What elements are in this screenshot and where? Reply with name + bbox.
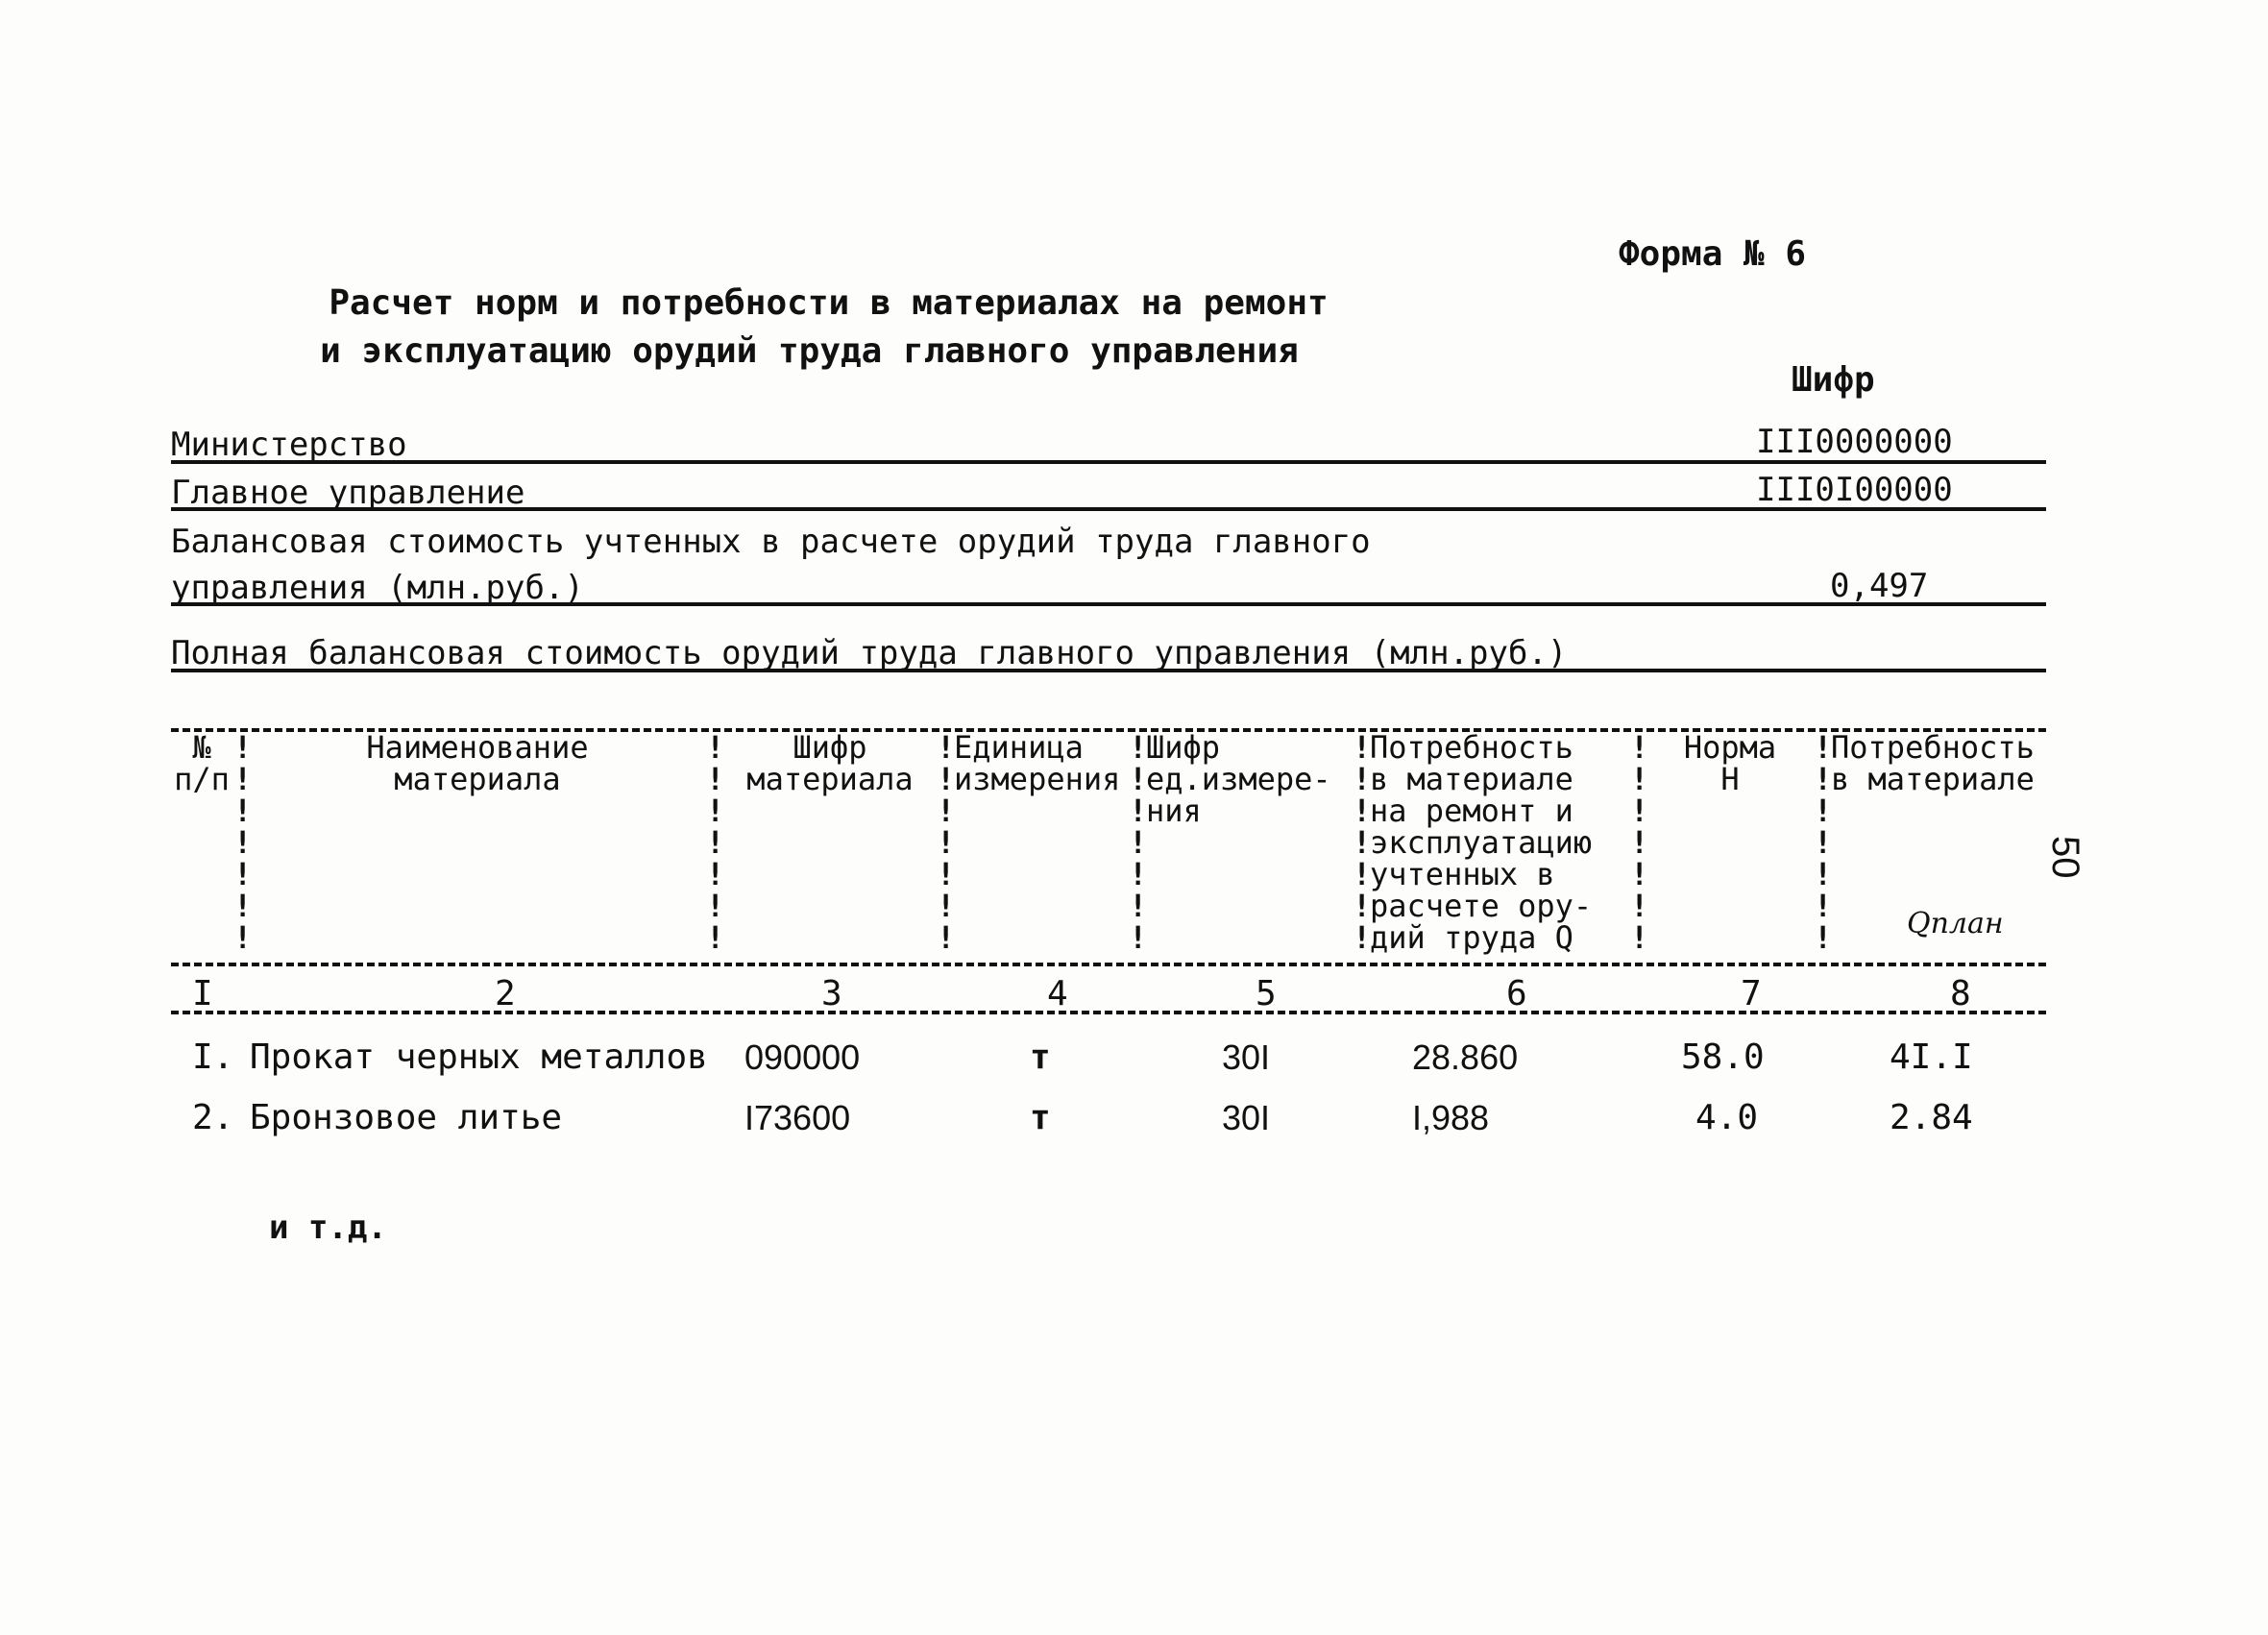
col-num-7: 7 — [1741, 974, 1762, 1013]
col-sep-2: ! ! ! ! ! ! ! — [706, 729, 725, 956]
balance-line-2: управления (млн.руб.) — [171, 569, 584, 607]
col-sep-6: ! ! ! ! ! ! ! — [1630, 729, 1649, 956]
material-name: Прокат черных металлов — [250, 1037, 708, 1077]
col-sep-4: ! ! ! ! ! ! ! — [1129, 729, 1148, 956]
page-number: 50 — [2044, 836, 2086, 879]
col-sep-5: ! ! ! ! ! ! ! — [1353, 729, 1372, 956]
col-header-material-code: Шифр материала — [746, 729, 914, 797]
unit-code: 30I — [1222, 1037, 1271, 1077]
col-num-4: 4 — [1047, 974, 1068, 1013]
row-number: 2. — [192, 1098, 234, 1137]
full-balance-label: Полная балансовая стоимость орудий труда главного управления (млн.руб.) — [171, 634, 1568, 672]
full-balance-underline — [171, 669, 2046, 672]
department-label: Главное управление — [171, 474, 525, 512]
col-header-number: № п/п — [174, 729, 230, 797]
column-numbers-top-rule — [171, 963, 2046, 966]
form-label: Форма № 6 — [1619, 234, 1807, 274]
col-header-norm: Норма Н — [1683, 729, 1777, 797]
col-num-5: 5 — [1256, 974, 1277, 1013]
col-sep-3: ! ! ! ! ! ! ! — [937, 729, 956, 956]
q-plan-label: Qплан — [1907, 907, 2004, 940]
material-code: I73600 — [744, 1098, 851, 1137]
need-value: I,988 — [1412, 1098, 1490, 1137]
column-numbers-bottom-rule — [171, 1011, 2046, 1014]
unit: т — [1030, 1037, 1051, 1077]
col-header-unit: Единица измерения — [954, 729, 1121, 797]
col-header-material-name: Наименование материала — [366, 729, 589, 797]
balance-value: 0,497 — [1830, 567, 1929, 605]
col-header-unit-code: Шифр ед.измере- ния — [1146, 729, 1331, 829]
col-sep-7: ! ! ! ! ! ! ! — [1814, 729, 1833, 956]
norm-value: 58.0 — [1681, 1037, 1765, 1077]
col-num-2: 2 — [495, 974, 516, 1013]
plan-value: 2.84 — [1890, 1098, 1973, 1137]
col-header-plan: Потребность в материале — [1831, 729, 2035, 797]
code-header: Шифр — [1792, 360, 1875, 400]
col-header-need: Потребность в материале на ремонт и эксплуатацию учтенных в расчете ору- дий труда Q — [1370, 729, 1593, 956]
department-code: III0I00000 — [1756, 471, 1953, 509]
balance-line-1: Балансовая стоимость учтенных в расчете орудий труда главного — [171, 523, 1371, 561]
unit-code: 30I — [1222, 1098, 1271, 1137]
col-num-6: 6 — [1506, 974, 1527, 1013]
title-line-1: Расчет норм и потребности в материалах на ремонт — [329, 283, 1329, 323]
material-name: Бронзовое литье — [250, 1098, 563, 1137]
etc-note: и т.д. — [269, 1208, 387, 1247]
balance-underline — [171, 602, 2046, 606]
col-num-8: 8 — [1950, 974, 1971, 1013]
department-underline — [171, 507, 2046, 511]
col-num-1: I — [192, 974, 213, 1013]
ministry-underline — [171, 460, 2046, 464]
unit: т — [1030, 1098, 1051, 1137]
need-value: 28.860 — [1412, 1037, 1519, 1077]
ministry-code: III0000000 — [1756, 423, 1953, 461]
ministry-label: Министерство — [171, 426, 407, 464]
row-number: I. — [192, 1037, 234, 1077]
material-code: 090000 — [744, 1037, 861, 1077]
col-num-3: 3 — [821, 974, 842, 1013]
norm-value: 4.0 — [1695, 1098, 1759, 1137]
plan-value: 4I.I — [1890, 1037, 1973, 1077]
col-sep-1: ! ! ! ! ! ! ! — [233, 729, 253, 956]
title-line-2: и эксплуатацию орудий труда главного управления — [320, 331, 1299, 371]
